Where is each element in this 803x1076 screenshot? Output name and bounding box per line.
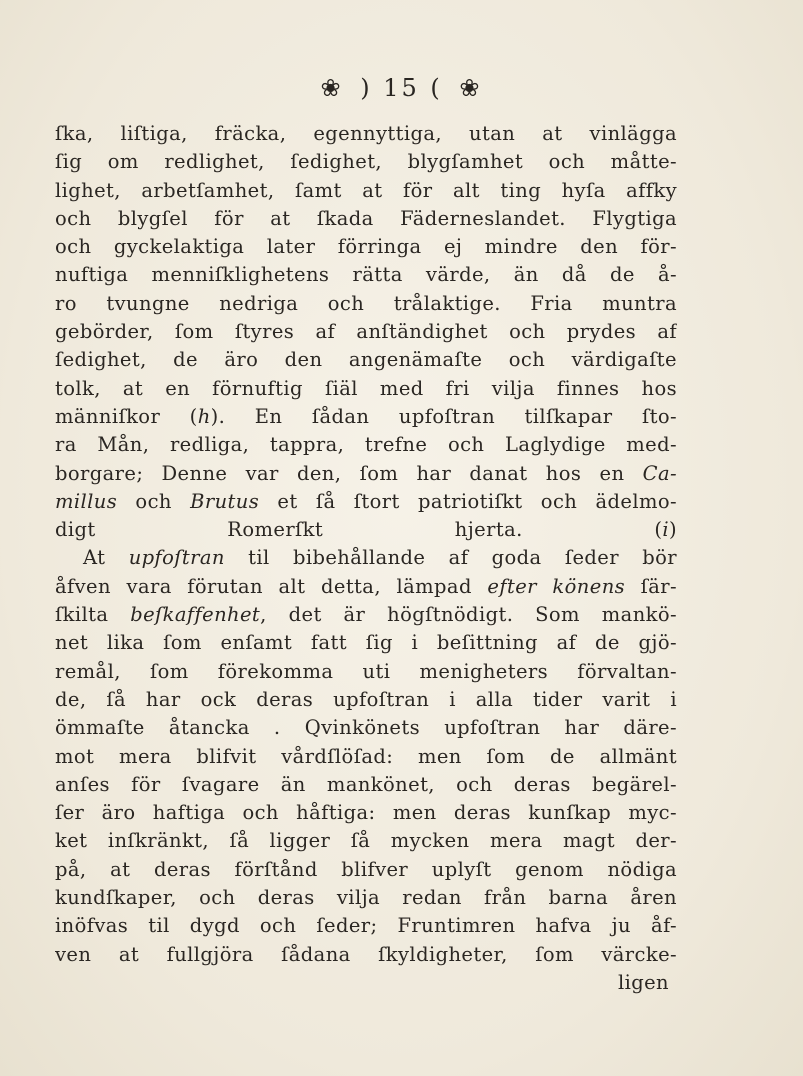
text-line [55,375,677,403]
text-line [55,856,677,884]
text-line [55,120,677,148]
text-segment: männiſkor ( [55,404,198,428]
text-line [55,205,677,233]
page-number [360,74,443,102]
text-segment: ſka, liſtiga, fräcka, egennyttiga, utan at vinlägga [55,122,677,145]
text-line [55,460,677,488]
text-segment: digt Romerſkt hjerta. ( [55,518,663,542]
text-segment: de, ſå har ock deras upfoſtran i alla tider varit i [55,687,677,711]
text-line [55,799,677,827]
text-segment: gebörder, ſom ſtyres af anſtändighet och prydes af [55,320,677,344]
text-line [55,686,677,714]
text-line [55,743,677,771]
right-ornament-icon: ❀ [459,73,483,102]
text-line [55,629,677,657]
text-segment: tolk, at en förnuftig ſiäl med fri vilja finnes hos [55,376,677,400]
italic-segment: beſkaffenhet [130,603,261,627]
text-line [55,346,677,374]
italic-segment: efter könens [487,574,626,598]
text-segment: ket inſkränkt, ſå ligger ſå mycken mera magt der- [55,829,677,853]
text-segment: remål, ſom förekomma uti menigheters förvaltan- [55,659,677,683]
text-segment: ligen [617,970,669,994]
paren-open: ) [360,73,373,102]
text-segment: ſkilta [55,603,131,627]
text-line [55,516,677,544]
text-line [55,177,677,205]
text-line [55,573,677,601]
text-segment: ra Mån, redliga, tappra, trefne och Laglydige med- [55,433,677,457]
text-segment: ſig om redlighet, ſedighet, blygſamhet och måtte- [55,150,677,174]
text-segment: til bibehållande af goda ſeder bör [224,546,677,570]
text-segment: borgare; Denne var den, ſom har danat hos en [55,461,643,485]
text-segment: nuftiga menniſklighetens rätta värde, än då de å- [55,263,677,287]
italic-segment: h [197,404,211,428]
text-segment: inöfvas til dygd och ſeder; Fruntimren hafva ju åf- [55,914,677,938]
italic-segment: millus [55,489,118,513]
text-line [55,884,677,912]
italic-segment: i [662,518,669,542]
text-segment: åfven vara förutan alt detta, lämpad [55,574,488,598]
catchword [55,969,677,997]
left-ornament-icon: ❀ [320,73,344,102]
text-line [55,771,677,799]
text-segment: kundſkaper, och deras vilja redan från barna åren [55,886,677,910]
paren-close: ( [430,73,443,102]
text-segment: ſär- [625,574,677,598]
text-line [55,318,677,346]
text-segment: ömmaſte åtancka . Qvinkönets upfoſtran har däre- [55,716,677,740]
text-line [55,941,677,969]
text-segment: At [83,546,129,570]
text-line [55,290,677,318]
italic-segment: Ca- [642,461,677,485]
text-segment: ſedighet, de äro den angenämaſte och värdigaſte [55,348,677,372]
text-line [55,601,677,629]
text-segment: et ſå ſtort patriotiſkt och ädelmo- [259,489,677,513]
text-line [55,658,677,686]
text-segment: net lika ſom enſamt fatt ſig i beſittning af de gjö- [55,631,677,655]
text-line [55,544,677,572]
text-segment: ſer äro haftiga och håftiga: men deras kunſkap myc- [55,801,677,825]
text-segment: lighet, arbetſamhet, ſamt at för alt ting hyſa affky [55,178,677,202]
text-segment: och gyckelaktiga later förringa ej mindre den för- [55,235,677,259]
text-segment: och [117,489,191,513]
text-line [55,233,677,261]
italic-segment: upfoſtran [128,546,225,570]
running-head [0,72,803,102]
text-line [55,714,677,742]
text-line [55,912,677,940]
text-segment: , det är högſtnödigt. Som mankö- [260,603,677,627]
text-segment: ven at fullgjöra ſådana ſkyldigheter, ſom värcke- [55,942,677,966]
text-line [55,827,677,855]
text-segment: ). En ſådan upfoſtran tilſkapar ſto- [210,404,677,428]
text-segment: på, at deras förſtånd blifver uplyſt genom nödiga [55,857,677,881]
text-line [55,431,677,459]
text-line [55,488,677,516]
text-segment: anſes för ſvagare än mankönet, och deras begärel- [55,772,677,796]
text-line [55,261,677,289]
text-segment: ro tvungne nedriga och trålaktige. Fria muntra [55,291,677,315]
text-line [55,403,677,431]
text-segment: ) [668,518,677,542]
body-text [55,120,677,997]
italic-segment: Brutus [190,489,260,513]
page-number-value: 15 [383,73,420,102]
text-line [55,148,677,176]
text-segment: mot mera blifvit vårdſlöſad: men ſom de allmänt [55,744,677,768]
text-segment: och blygſel för at ſkada Fäderneslandet. Flygtiga [55,206,677,230]
